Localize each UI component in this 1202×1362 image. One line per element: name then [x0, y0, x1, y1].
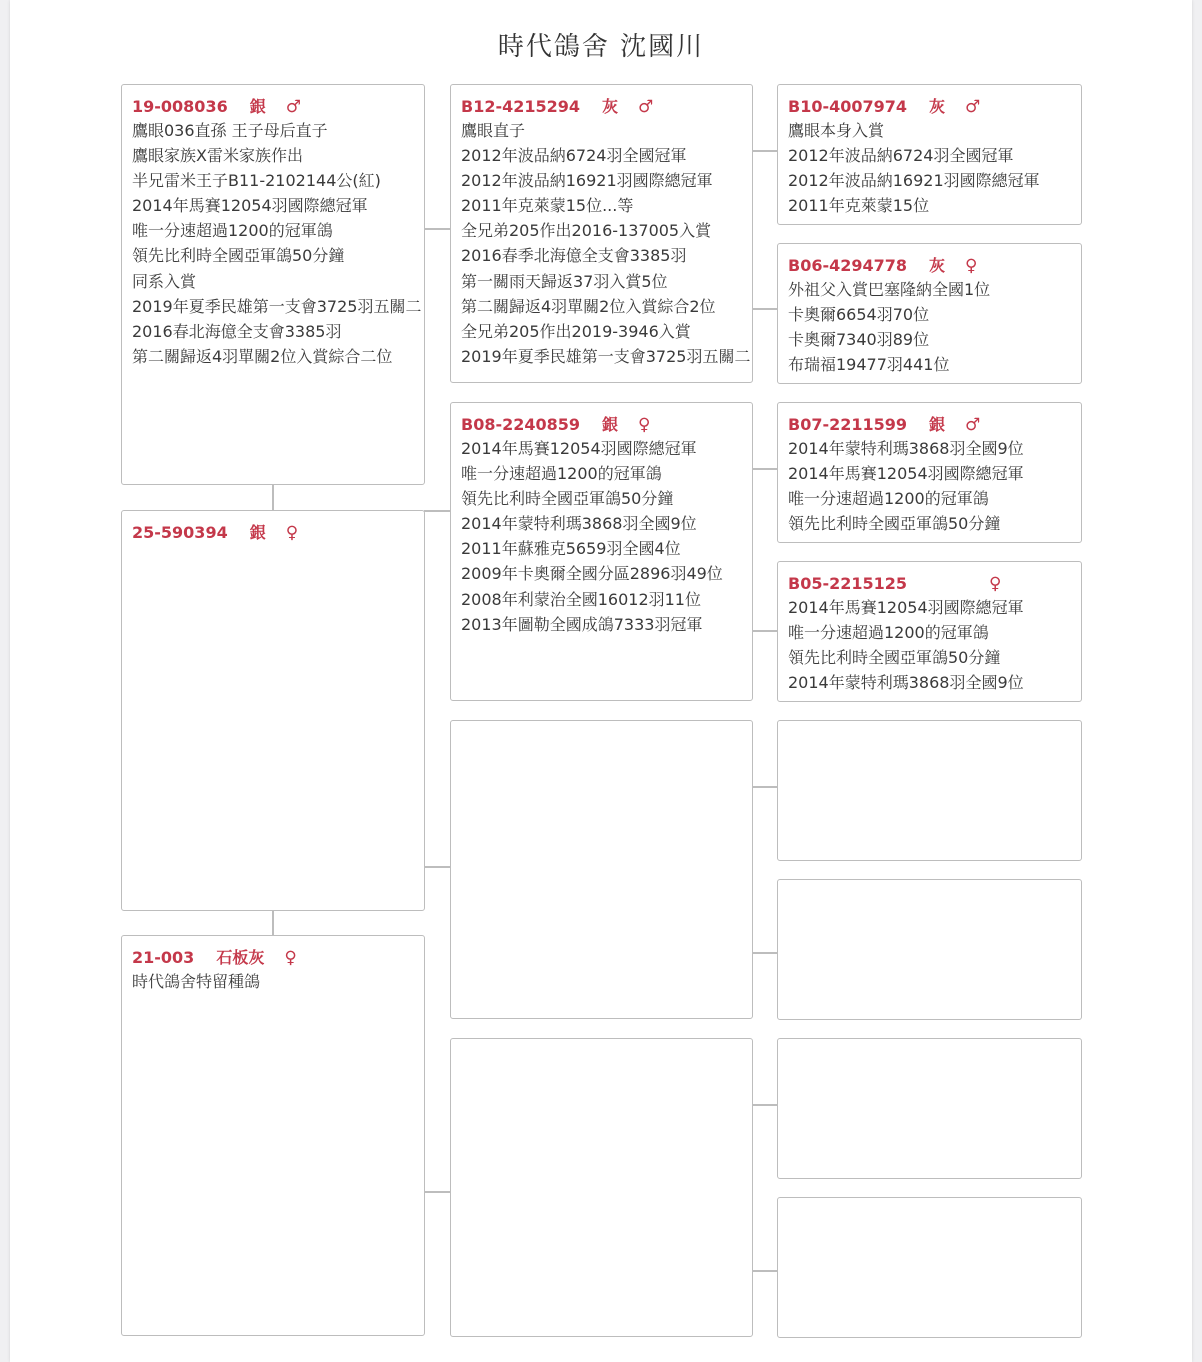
card-header	[788, 96, 1081, 118]
empty-card	[450, 1038, 753, 1337]
ring-number: B07-2211599	[788, 415, 908, 434]
info-line: 時代鴿舍特留種鴿	[132, 972, 261, 991]
info-line: 2014年馬賽12054羽國際總冠軍	[132, 196, 368, 216]
info-line: 第一關雨天歸返37羽入賞5位	[461, 271, 668, 291]
sire-card	[450, 84, 753, 383]
ring-number: B10-4007974	[788, 97, 908, 116]
info-line: 2014年蒙特利瑪3868羽全國9位	[461, 514, 697, 534]
info-line: 唯一分速超過1200的冠軍鴿	[788, 623, 989, 643]
info-line: 2014年蒙特利瑪3868羽全國9位	[788, 673, 1024, 693]
connector	[424, 866, 450, 868]
empty-card	[450, 720, 753, 1019]
info-line: 布瑞福19477羽441位	[788, 355, 950, 375]
info-line: 唯一分速超過1200的冠軍鴿	[132, 221, 333, 241]
info-line: 同系入賞	[132, 271, 197, 291]
ring-number: 25-590394	[132, 523, 228, 542]
info-line: 2014年蒙特利瑪3868羽全國9位	[788, 439, 1024, 458]
female-icon: ♀	[638, 415, 651, 435]
connector	[272, 910, 274, 936]
ring-number: B06-4294778	[788, 256, 908, 275]
ring-number: 19-008036	[132, 97, 228, 116]
connector	[424, 228, 450, 230]
info-line: 2019年夏季民雄第一支會3725羽五關二	[461, 346, 751, 366]
card-header	[132, 947, 424, 969]
info-line: 2014年馬賽12054羽國際總冠軍	[461, 439, 697, 458]
dam-bottom-card	[121, 935, 425, 1336]
card-header	[788, 414, 1081, 436]
granddam-1-card	[777, 243, 1082, 384]
page-title: 時代鴿舍 沈國川	[497, 32, 705, 62]
info-line: 卡奧爾7340羽89位	[788, 330, 930, 350]
connector	[752, 630, 777, 632]
info-line: 領先比利時全國亞軍鴿50分鐘	[461, 489, 674, 509]
connector	[752, 952, 777, 954]
info-line: 鷹眼直子	[461, 121, 526, 140]
info-line: 第二關歸返4羽單關2位入賞綜合二位	[132, 346, 393, 366]
info-line: 全兄弟205作出2016-137005入賞	[461, 221, 712, 241]
info-line: 唯一分速超過1200的冠軍鴿	[461, 464, 662, 484]
card-header	[461, 414, 752, 436]
female-icon: ♀	[284, 948, 297, 968]
ring-number: B08-2240859	[461, 415, 581, 434]
info-line: 領先比利時全國亞軍鴿50分鐘	[132, 246, 345, 266]
info-line: 2011年克萊蒙15位...等	[461, 196, 634, 216]
connector	[424, 1191, 450, 1193]
info-line: 2012年波品納6724羽全國冠軍	[788, 146, 1014, 166]
color-label: 灰	[602, 97, 619, 116]
info-line: 2012年波品納6724羽全國冠軍	[461, 146, 687, 166]
ring-number: B12-4215294	[461, 97, 581, 116]
info-line: 2016春北海億全支會3385羽	[132, 321, 342, 341]
info-line: 鷹眼本身入賞	[788, 121, 885, 140]
grandsire-1-card	[777, 84, 1082, 225]
empty-card	[777, 1038, 1082, 1179]
connector	[752, 1270, 777, 1272]
connector	[752, 1104, 777, 1106]
info-line: 2014年馬賽12054羽國際總冠軍	[788, 464, 1024, 484]
grandsire-2-card	[777, 402, 1082, 543]
info-line: 鷹眼036直孫 王子母后直子	[132, 121, 328, 140]
info-line: 2019年夏季民雄第一支會3725羽五關二	[132, 296, 422, 316]
info-line: 領先比利時全國亞軍鴿50分鐘	[788, 514, 1001, 534]
info-line: 2013年圖勒全國成鴿7333羽冠軍	[461, 614, 703, 634]
connector	[272, 484, 274, 510]
card-header	[788, 255, 1081, 277]
card-header	[788, 573, 1081, 595]
info-line: 全兄弟205作出2019-3946入賞	[461, 321, 691, 341]
female-icon: ♀	[989, 574, 1002, 594]
connector	[752, 786, 777, 788]
info-line: 2016春季北海億全支會3385羽	[461, 246, 687, 266]
color-label: 石板灰	[216, 948, 265, 967]
info-line: 鷹眼家族X雷米家族作出	[132, 146, 303, 166]
empty-card	[777, 720, 1082, 861]
color-label: 灰	[929, 97, 946, 116]
color-label: 銀	[249, 523, 266, 542]
female-icon: ♀	[965, 256, 978, 276]
subject-card	[121, 84, 425, 485]
info-line: 2008年利蒙治全國16012羽11位	[461, 589, 701, 609]
connector	[752, 150, 777, 152]
info-line: 2011年蘇雅克5659羽全國4位	[461, 539, 681, 559]
info-line: 2012年波品納16921羽國際總冠軍	[461, 171, 713, 191]
connector	[752, 468, 777, 470]
info-line: 唯一分速超過1200的冠軍鴿	[788, 489, 989, 509]
info-line: 2012年波品納16921羽國際總冠軍	[788, 171, 1040, 191]
male-icon: ♂	[965, 97, 981, 117]
empty-card	[777, 879, 1082, 1020]
ring-number: 21-003	[132, 948, 195, 967]
color-label: 灰	[929, 256, 946, 275]
connector	[752, 308, 777, 310]
male-icon: ♂	[285, 97, 301, 117]
ring-number: B05-2215125	[788, 574, 908, 593]
info-line: 外祖父入賞巴塞隆納全國1位	[788, 280, 991, 299]
card-header	[461, 96, 752, 118]
info-line: 第二關歸返4羽單關2位入賞綜合2位	[461, 296, 716, 316]
info-line: 2011年克萊蒙15位	[788, 196, 930, 216]
connector	[424, 510, 450, 512]
info-line: 2014年馬賽12054羽國際總冠軍	[788, 598, 1024, 617]
empty-card	[777, 1197, 1082, 1338]
color-label: 銀	[602, 415, 619, 434]
info-line: 2009年卡奧爾全國分區2896羽49位	[461, 564, 723, 584]
info-line: 半兄雷米王子B11-2102144公(紅)	[132, 171, 381, 191]
male-icon: ♂	[638, 97, 654, 117]
dam-mid-card	[121, 510, 425, 911]
male-icon: ♂	[965, 415, 981, 435]
card-header	[132, 96, 424, 118]
dam-card	[450, 402, 753, 701]
color-label: 銀	[249, 97, 266, 116]
color-label: 銀	[929, 415, 946, 434]
granddam-2-card	[777, 561, 1082, 702]
card-header	[132, 522, 424, 544]
female-icon: ♀	[285, 523, 299, 543]
info-line: 卡奧爾6654羽70位	[788, 305, 930, 325]
info-line: 領先比利時全國亞軍鴿50分鐘	[788, 648, 1001, 668]
